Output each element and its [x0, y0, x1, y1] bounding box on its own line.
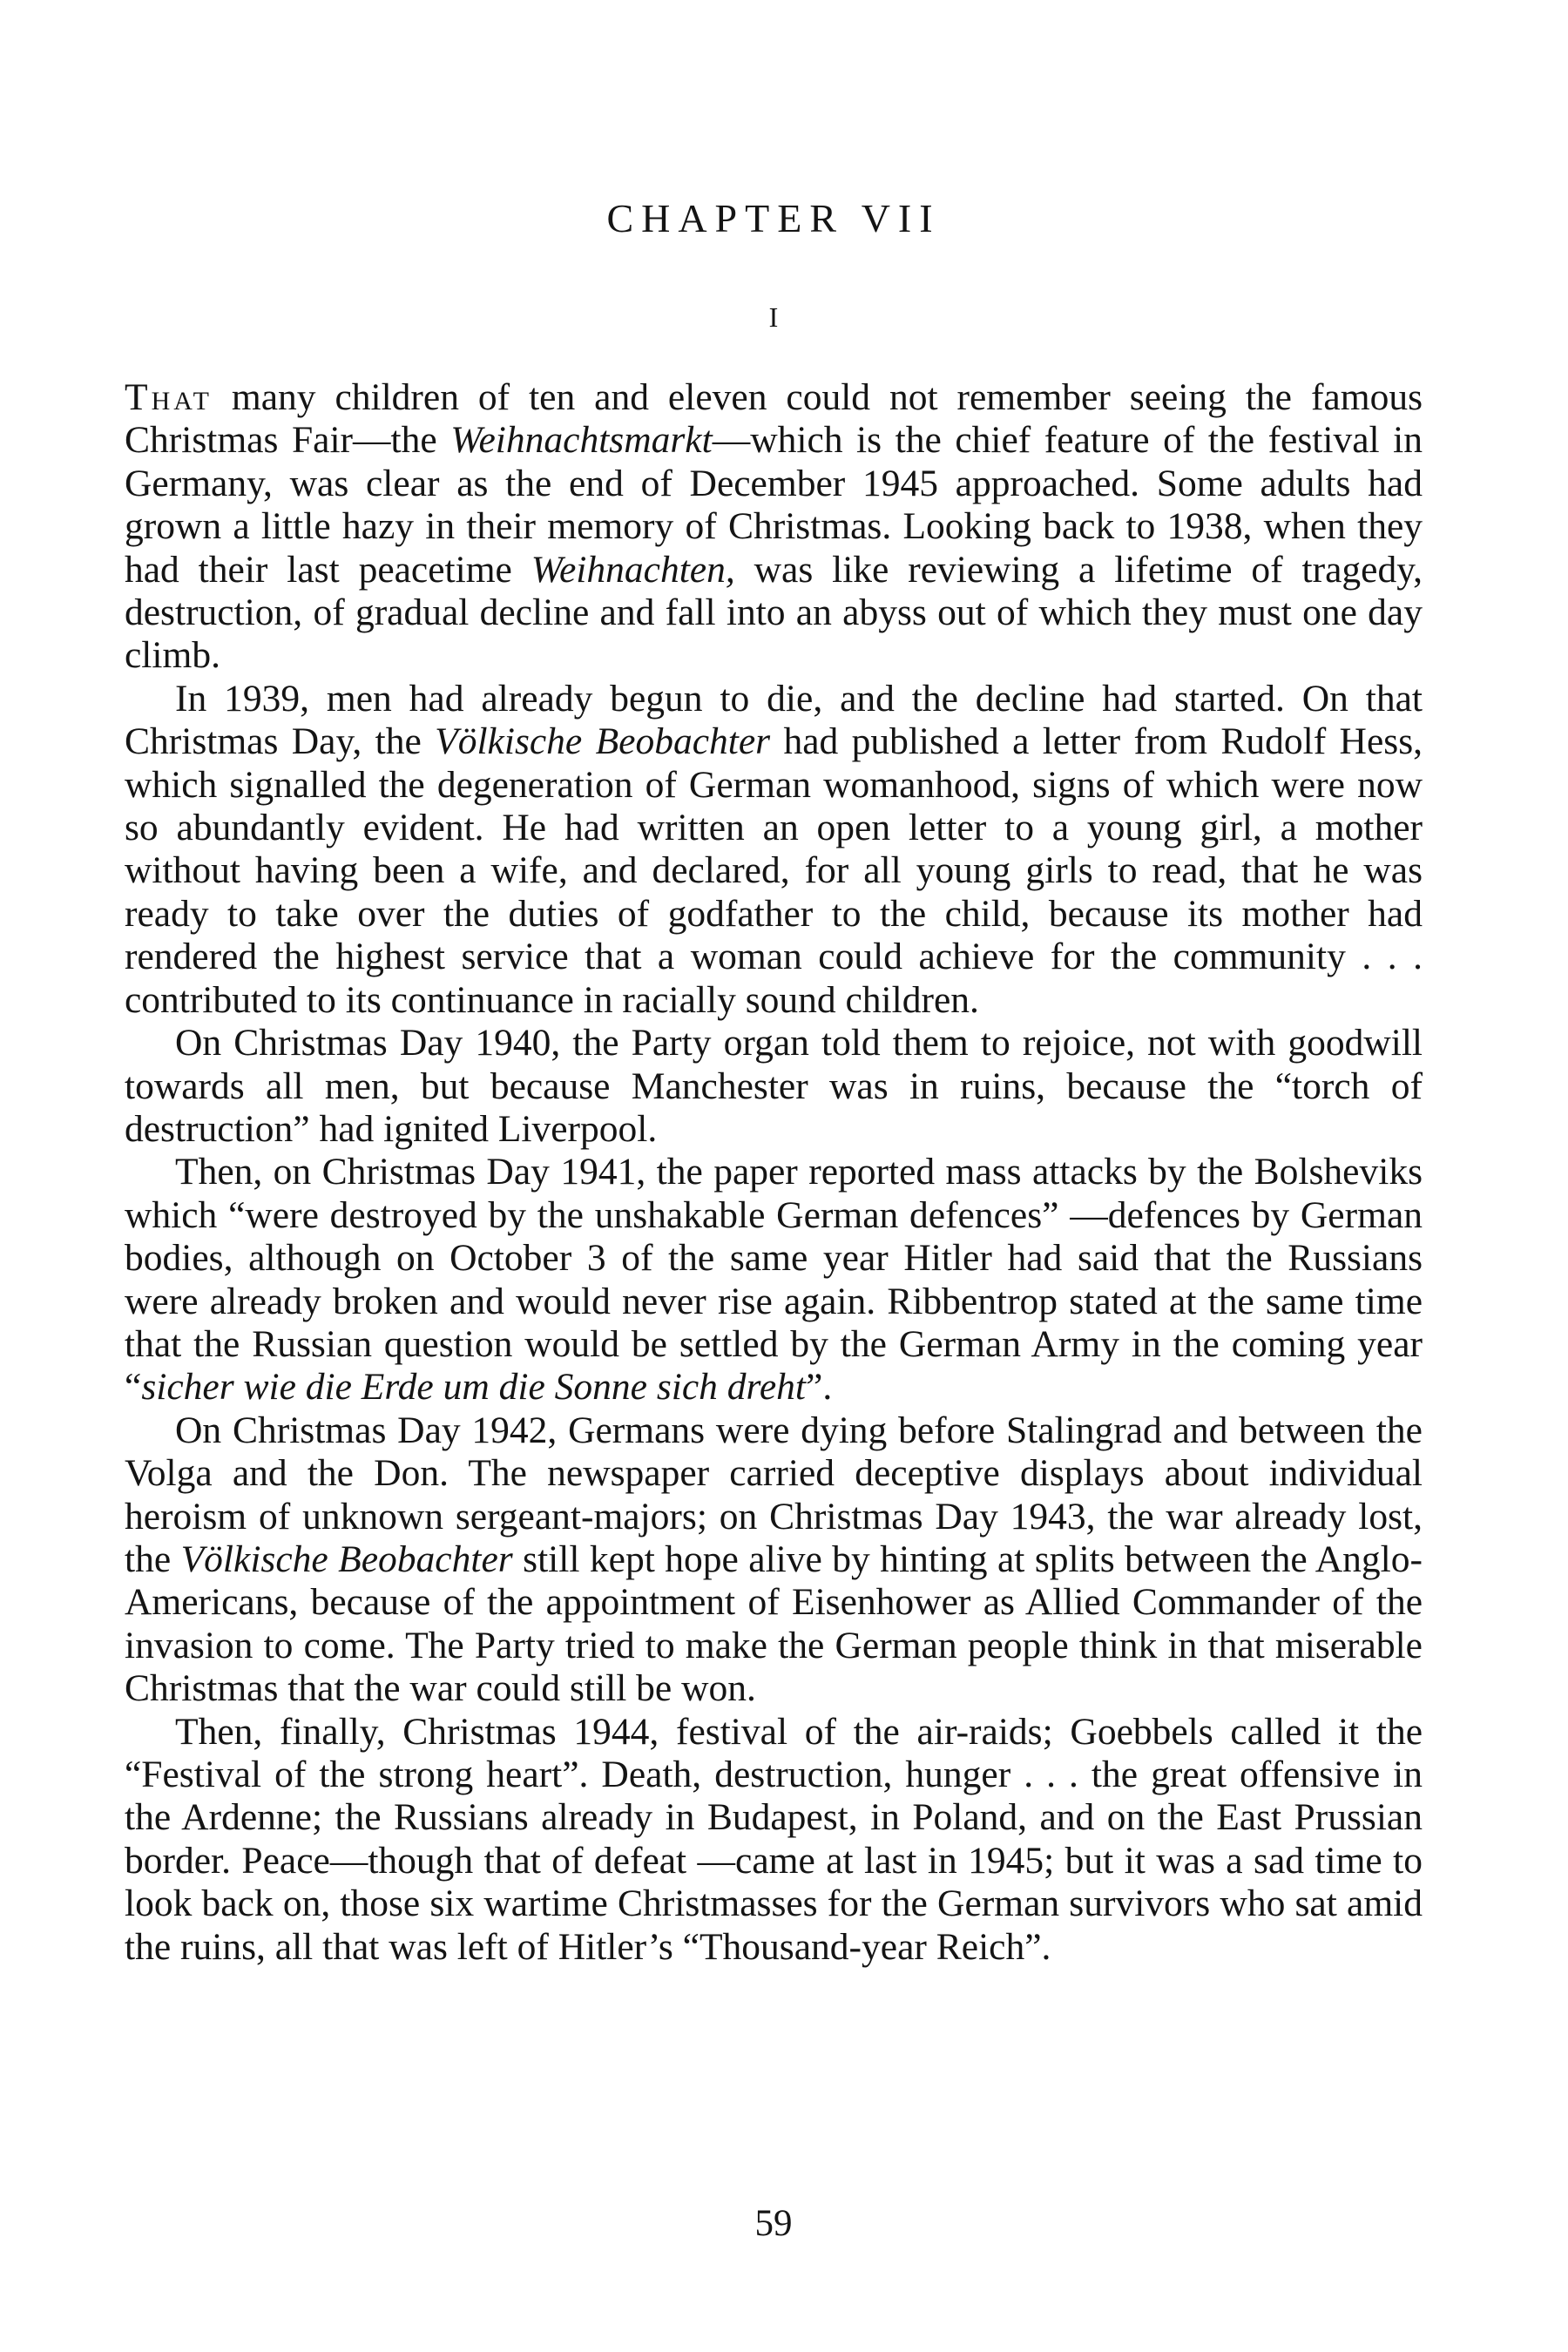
text-span: In 1939, men had already begun to die, and the decline had started. On that Christmas Day, the: [125, 677, 1423, 763]
paragraph-3: [125, 1022, 1423, 1151]
text-span: was like reviewing a lifetime of tragedy, destruction, of gradual decline and fall into an abyss out of which they must one day climb.: [125, 548, 1423, 677]
text-span: Then, on Christmas Day 1941, the paper reported mass attacks by the Bolsheviks which “were destroyed by the unshakable German defences” —defences by German bodies, although on October 3 of the same year Hitler had said that the Russians were already broken and would never rise again. Ribbentrop stated at the same time that the Russian question would be settled by the German Army in the coming year “: [125, 1151, 1423, 1409]
body-text: [125, 376, 1423, 1969]
book-page: [125, 0, 1423, 2352]
italic-term: Weihnachtsmarkt: [450, 419, 713, 462]
italic-term: Weihnachten,: [531, 548, 735, 591]
italic-term: Völkische Beobachter: [180, 1538, 513, 1580]
italic-term: Völkische Beobachter: [435, 720, 771, 763]
text-span: On Christmas Day 1940, the Party organ told them to rejoice, not with goodwill towards all men, but because Manchester was in ruins, because the “torch of destruction” had ignited Liverpool.: [125, 1022, 1423, 1150]
paragraph-2: [125, 678, 1423, 1022]
page-number: 59: [754, 2203, 793, 2244]
text-span: ”.: [806, 1366, 833, 1409]
text-span: many children of ten and eleven could not remember seeing the famous Christmas Fair—the: [125, 376, 1423, 462]
text-span: On Christmas Day 1942, Germans were dying before Stalingrad and between the Volga and the Don. The newspaper carried deceptive displays about individual heroism of unknown sergeant-majors; on Christmas Day 1943, the war already lost, the: [125, 1409, 1423, 1580]
chapter-title: CHAPTER VII: [606, 196, 941, 240]
paragraph-1: [125, 376, 1423, 678]
paragraph-6: [125, 1711, 1423, 1969]
paragraph-4: [125, 1151, 1423, 1409]
text-span: still kept hope alive by hinting at splits between the Anglo-Americans, because of the appointment of Eisenhower as Allied Commander of the invasion to come. The Party tried to make the German people think in that miserable Christmas that the war could still be won.: [125, 1538, 1423, 1710]
text-span: —which is the chief feature of the festival in Germany, was clear as the end of December 1945 approached. Some adults had grown a little hazy in their memory of Christmas. Looking back to 1938, when they had their last peacetime: [125, 419, 1423, 591]
paragraph-5: [125, 1409, 1423, 1711]
text-span: Then, finally, Christmas 1944, festival of the air-raids; Goebbels called it the “Festival of the strong heart”. Death, destruction, hunger . . . the great offensive in the Ardenne; the Russians already in Budapest, in Poland, and on the East Prussian border. Peace—though that of defeat —came at last in 1945; but it was a sad time to look back on, those six wartime Christmasses for the German survivors who sat amid the ruins, all that was left of Hitler’s “Thousand-year Reich”.: [125, 1710, 1423, 1968]
section-number: I: [768, 301, 779, 333]
opening-word: That: [125, 376, 213, 418]
italic-quote: sicher wie die Erde um die Sonne sich dreht: [141, 1366, 807, 1409]
text-span: had published a letter from Rudolf Hess, which signalled the degeneration of German womanhood, signs of which were now so abundantly evident. He had written an open letter to a young girl, a mother without having been a wife, and declared, for all young girls to read, that he was ready to take over the duties of godfather to the child, because its mother had rendered the highest service that a woman could achieve for the community . . . contributed to its continuance in racially sound children.: [125, 720, 1423, 1021]
